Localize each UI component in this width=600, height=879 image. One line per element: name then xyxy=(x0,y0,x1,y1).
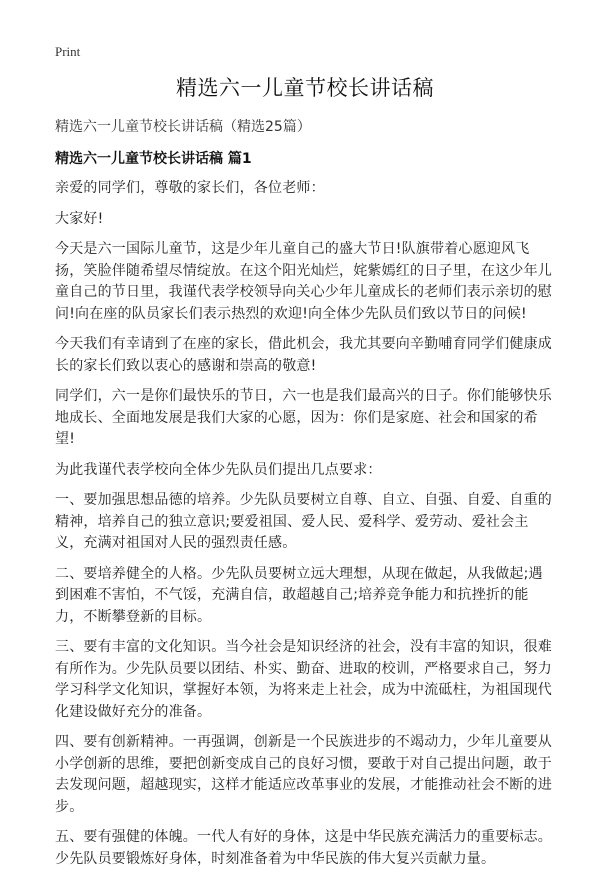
paragraph-requirement-4: 四、要有创新精神。一再强调，创新是一个民族进步的不竭动力，少年儿童要从小学创新的思维，要把创新变成自己的良好习惯，要敢于对自己提出问题，敢于去发现问题，超越现实，这样才能适应改革事业的发展，才能推动社会不断的进步。 xyxy=(55,734,552,815)
paragraph-greeting: 亲爱的同学们，尊敬的家长们，各位老师： xyxy=(55,180,325,196)
document-page xyxy=(55,44,555,879)
print-link[interactable]: Print xyxy=(55,44,81,59)
document-title: 精选六一儿童节校长讲话稿 xyxy=(176,76,434,100)
paragraph: 同学们，六一是你们最快乐的节日，六一也是我们最高兴的日子。你们能够快乐地成长、全面地发展是我们大家的心愿，因为：你们是家庭、社会和国家的希望! xyxy=(55,388,552,447)
section-heading: 精选六一儿童节校长讲话稿 篇1 xyxy=(55,151,252,167)
paragraph: 今天我们有幸请到了在座的家长，借此机会，我尤其要向辛勤哺育同学们健康成长的家长们致以衷心的感谢和崇高的敬意! xyxy=(55,336,552,374)
paragraph-requirement-1: 一、要加强思想品德的培养。少先队员要树立自尊、自立、自强、自爱、自重的精神，培养自己的独立意识;要爱祖国、爱人民、爱科学、爱劳动、爱社会主义，充满对祖国对人民的强烈责任感。 xyxy=(55,492,552,551)
paragraph-hello: 大家好! xyxy=(55,210,104,227)
paragraph-requirement-2: 二、要培养健全的人格。少先队员要树立远大理想，从现在做起，从我做起;遇到困难不害怕，不气馁，充满自信，敢超越自己;培养竞争能力和抗挫折的能力，不断攀登新的目标。 xyxy=(55,565,543,625)
paragraph-requirement-5: 五、要有强健的体魄。一代人有好的身体，这是中华民族充满活力的重要标志。少先队员要锻炼好身体，时刻准备着为中华民族的伟大复兴贡献力量。 xyxy=(55,829,552,867)
paragraph: 今天是六一国际儿童节，这是少年儿童自己的盛大节日!队旗带着心愿迎风飞扬，笑脸伴随希望尽情绽放。在这个阳光灿烂，姹紫嫣红的日子里，在这少年儿童自己的节日里，我谨代表学校领导向关心少年儿童成长的老师们表示亲切的慰问!向在座的队员家长们表示热烈的欢迎!向全体少先队员们致以节日的问候! xyxy=(55,241,552,322)
paragraph-requirement-3: 三、要有丰富的文化知识。当今社会是知识经济的社会，没有丰富的知识，很难有所作为。少先队员要以团结、朴实、勤奋、进取的校训，严格要求自己，努力学习科学文化知识，掌握好本领，为将来走上社会，成为中流砥柱，为祖国现代化建设做好充分的准备。 xyxy=(55,639,552,720)
paragraph: 为此我谨代表学校向全体少先队员们提出几点要求： xyxy=(55,461,382,478)
document-subtitle: 精选六一儿童节校长讲话稿（精选25篇） xyxy=(55,119,311,135)
